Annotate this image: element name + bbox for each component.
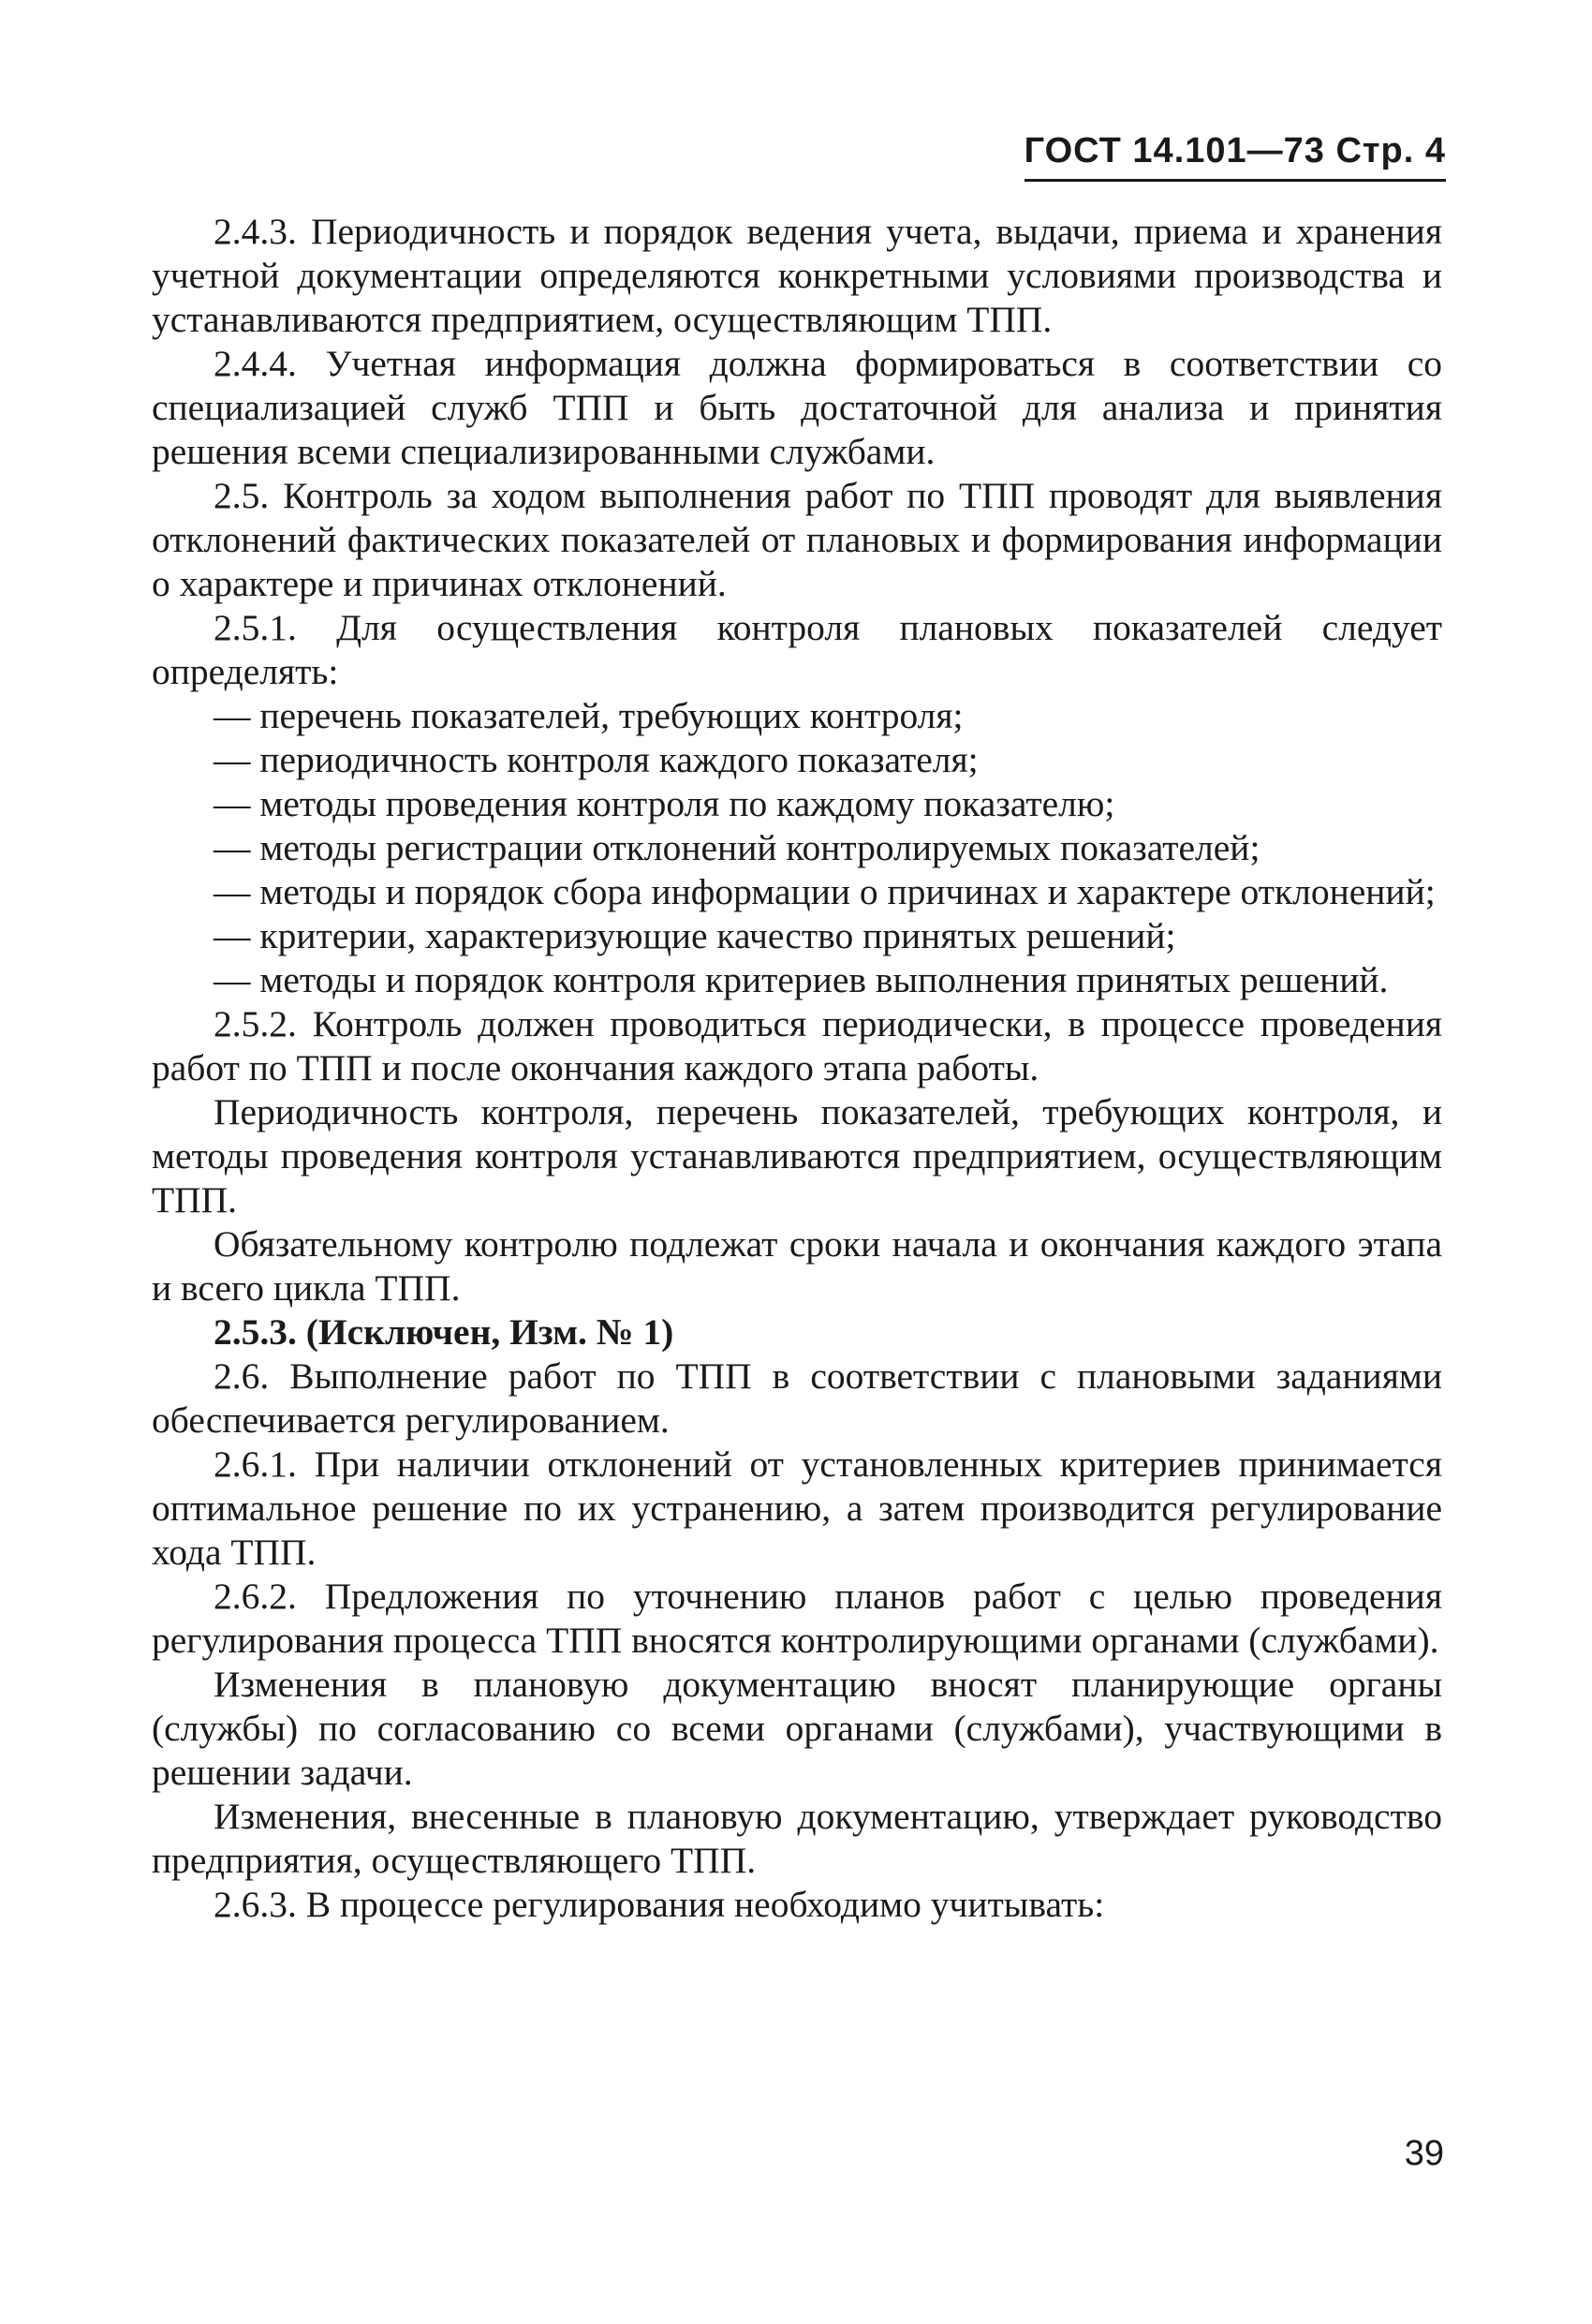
paragraph-2-6-2: 2.6.2. Предложения по уточнению планов работ с целью проведения регулирования процесса ТПП вносятся контролирующими органами (службами). [152, 1576, 1442, 1661]
page-number: 39 [1404, 2134, 1444, 2173]
paragraph-approval: Изменения, внесенные в плановую документацию, утверждает руководство предприятия, осуществляющего ТПП. [152, 1796, 1442, 1881]
list-item: — методы и порядок сбора информации о причинах и характере отклонений; [214, 871, 1436, 912]
list-item: — периодичность контроля каждого показателя; [214, 739, 979, 780]
paragraph-2-5: 2.5. Контроль за ходом выполнения работ по ТПП проводят для выявления отклонений фактических показателей от плановых и формирования информации о характере и причинах отклонений. [152, 475, 1442, 604]
paragraph-2-6-3: 2.6.3. В процессе регулирования необходимо учитывать: [214, 1884, 1105, 1925]
list-item: — методы регистрации отклонений контролируемых показателей; [214, 827, 1260, 868]
paragraph-2-4-4: 2.4.4. Учетная информация должна формироваться в соответствии со специализацией служб ТПП и быть достаточной для анализа и принятия решения всеми специализированными службами. [152, 343, 1442, 472]
list-item: — критерии, характеризующие качество принятых решений; [214, 915, 1176, 956]
page-header: ГОСТ 14.101—73 Стр. 4 [1024, 131, 1446, 182]
paragraph-plan-changes: Изменения в плановую документацию вносят планирующие органы (службы) по согласованию со всеми органами (службами), участвующими в решении задачи. [152, 1664, 1442, 1793]
paragraph-2-5-2: 2.5.2. Контроль должен проводиться периодически, в процессе проведения работ по ТПП и после окончания каждого этапа работы. [152, 1003, 1442, 1088]
list-item: — перечень показателей, требующих контроля; [214, 695, 964, 736]
paragraph-2-5-1: 2.5.1. Для осуществления контроля плановых показателей следует определять: [152, 607, 1442, 692]
paragraph-2-6: 2.6. Выполнение работ по ТПП в соответствии с плановыми заданиями обеспечивается регулированием. [152, 1355, 1442, 1441]
list-item: — методы и порядок контроля критериев выполнения принятых решений. [214, 959, 1389, 1000]
paragraph-mandatory-control: Обязательному контролю подлежат сроки начала и окончания каждого этапа и всего цикла ТПП. [152, 1223, 1442, 1309]
paragraph-2-4-3: 2.4.3. Периодичность и порядок ведения учета, выдачи, приема и хранения учетной документации определяются конкретными условиями производства и устанавливаются предприятием, осуществляющим ТПП. [152, 211, 1442, 340]
list-item: — методы проведения контроля по каждому показателю; [214, 783, 1115, 824]
paragraph-2-5-3: 2.5.3. (Исключен, Изм. № 1) [214, 1311, 674, 1353]
paragraph-2-6-1: 2.6.1. При наличии отклонений от установленных критериев принимается оптимальное решение по их устранению, а затем производится регулирование хода ТПП. [152, 1443, 1442, 1573]
document-body [152, 210, 1442, 1927]
paragraph-periodicity: Периодичность контроля, перечень показателей, требующих контроля, и методы проведения контроля устанавливаются предприятием, осуществляющим ТПП. [152, 1091, 1442, 1221]
